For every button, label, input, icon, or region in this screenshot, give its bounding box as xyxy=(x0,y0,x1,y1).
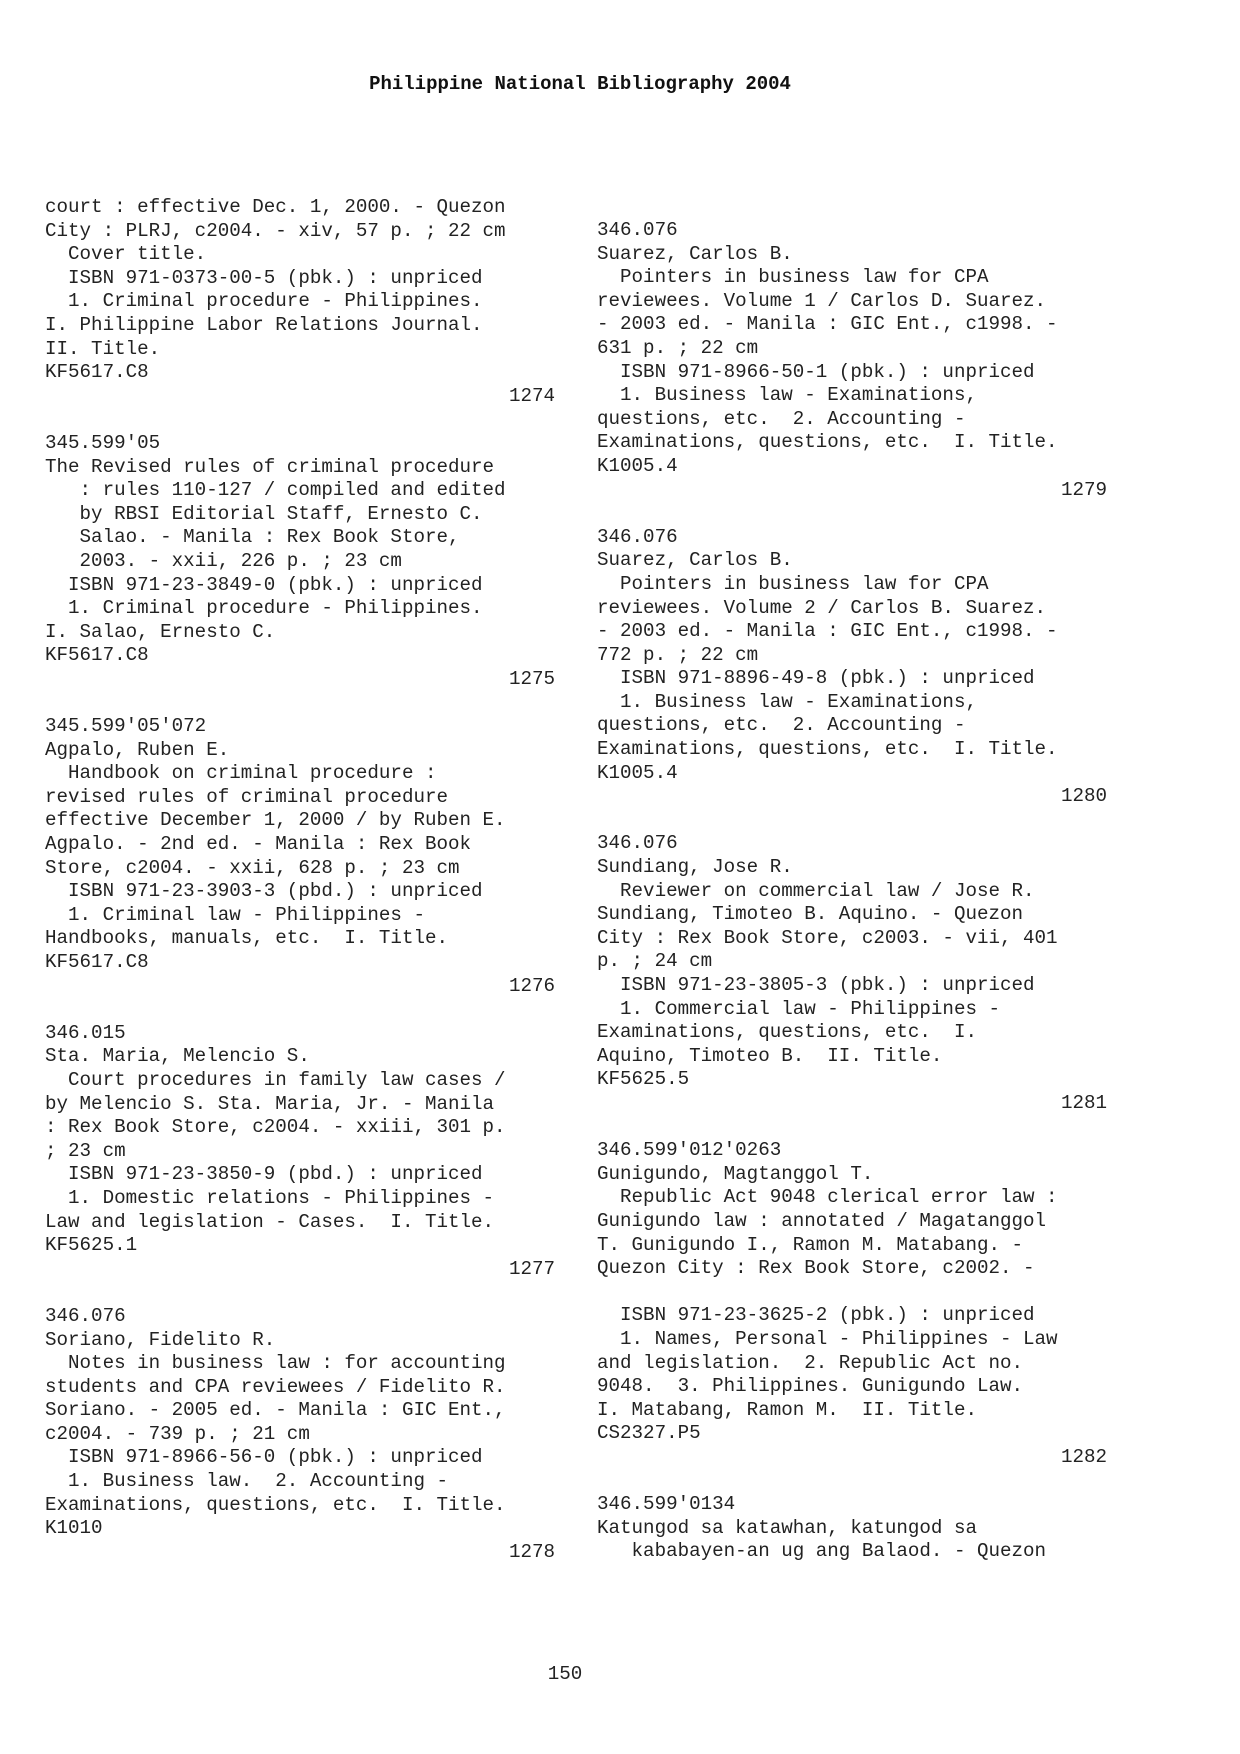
entry-line: 1. Criminal law - Philippines - xyxy=(45,903,425,926)
entry-line: 2003. - xxii, 226 p. ; 23 cm xyxy=(45,549,402,572)
entry-line: CS2327.P5 xyxy=(597,1422,701,1445)
entry-line: ; 23 cm xyxy=(45,1139,126,1162)
entry-number: 1277 xyxy=(508,1257,555,1280)
entry-line: 1. Business law - Examinations, xyxy=(597,384,977,407)
entry-line: 1. Commercial law - Philippines - xyxy=(597,997,1001,1020)
entry-line: II. Title. xyxy=(45,337,161,360)
entry-line: 1. Business law - Examinations, xyxy=(597,690,977,713)
bibliography-entry xyxy=(597,526,1107,833)
entry-line: Sundiang, Jose R. xyxy=(597,856,793,879)
entry-line: Suarez, Carlos B. xyxy=(597,549,793,572)
entry-line: Reviewer on commercial law / Jose R. xyxy=(597,879,1035,902)
entry-line xyxy=(597,1281,1107,1305)
entry-line: Sta. Maria, Melencio S. xyxy=(45,1045,310,1068)
entry-line: Sundiang, Timoteo B. Aquino. - Quezon xyxy=(597,903,1024,926)
right-column xyxy=(597,219,1107,1564)
entry-line: ISBN 971-23-3805-3 (pbk.) : unpriced xyxy=(597,974,1035,996)
entry-line: students and CPA reviewees / Fidelito R. xyxy=(45,1375,506,1398)
entry-line: 346.076 xyxy=(597,525,678,548)
entry-spacer xyxy=(45,1564,555,1588)
entry-number: 1274 xyxy=(508,384,555,407)
bibliography-entry xyxy=(597,1139,1107,1493)
entry-line: City : Rex Book Store, c2003. - vii, 401 xyxy=(597,926,1058,949)
entry-line: 772 p. ; 22 cm xyxy=(597,643,759,666)
entry-line: ISBN 971-23-3903-3 (pbd.) : unpriced xyxy=(45,880,483,903)
entry-line: KF5617.C8 xyxy=(45,361,149,384)
bibliography-entry xyxy=(45,1022,555,1305)
entry-line: Pointers in business law for CPA xyxy=(597,572,989,595)
entry-line: 9048. 3. Philippines. Gunigundo Law. xyxy=(597,1375,1024,1398)
entry-line: p. ; 24 cm xyxy=(597,950,713,973)
entry-line: Cover title. xyxy=(45,243,207,266)
entry-line: Aquino, Timoteo B. II. Title. xyxy=(597,1044,943,1067)
entry-line: - 2003 ed. - Manila : GIC Ent., c1998. - xyxy=(597,620,1058,643)
entry-line: Examinations, questions, etc. I. Title. xyxy=(45,1493,506,1516)
entry-line: : rules 110-127 / compiled and edited xyxy=(45,479,506,502)
entry-line: 345.599'05'072 xyxy=(45,715,207,738)
page-number: 150 xyxy=(547,1663,583,1685)
entry-spacer xyxy=(45,1281,555,1305)
entry-line: questions, etc. 2. Accounting - xyxy=(597,714,966,737)
entry-line: K1005.4 xyxy=(597,761,678,784)
entry-line: Law and legislation - Cases. I. Title. xyxy=(45,1210,495,1233)
entry-line: - 2003 ed. - Manila : GIC Ent., c1998. - xyxy=(597,313,1058,336)
entry-line: City : PLRJ, c2004. - xiv, 57 p. ; 22 cm xyxy=(45,219,506,242)
entry-line: Soriano. - 2005 ed. - Manila : GIC Ent., xyxy=(45,1399,506,1422)
bibliography-entry xyxy=(45,432,555,715)
entry-line: Store, c2004. - xxii, 628 p. ; 23 cm xyxy=(45,856,460,879)
entry-line: Examinations, questions, etc. I. Title. xyxy=(597,431,1058,454)
entry-number: 1279 xyxy=(1060,478,1107,501)
entry-line: by Melencio S. Sta. Maria, Jr. - Manila xyxy=(45,1092,495,1115)
entry-line: ISBN 971-23-3625-2 (pbk.) : unpriced xyxy=(597,1304,1035,1327)
entry-line: Soriano, Fidelito R. xyxy=(45,1328,276,1351)
entry-line: 631 p. ; 22 cm xyxy=(597,336,759,359)
entry-line: 346.599'0134 xyxy=(597,1493,736,1516)
entry-line: and legislation. 2. Republic Act no. xyxy=(597,1351,1024,1374)
page-title: Philippine National Bibliography 2004 xyxy=(369,73,791,95)
entry-line: : Rex Book Store, c2004. - xxiii, 301 p. xyxy=(45,1116,506,1139)
entry-line: effective December 1, 2000 / by Ruben E. xyxy=(45,809,506,832)
entry-line: reviewees. Volume 1 / Carlos D. Suarez. xyxy=(597,289,1047,312)
entry-line: ISBN 971-23-3850-9 (pbd.) : unpriced xyxy=(45,1163,483,1186)
entry-line: K1005.4 xyxy=(597,454,678,477)
entry-number: 1282 xyxy=(1060,1445,1107,1468)
entry-line: Notes in business law : for accounting xyxy=(45,1352,506,1375)
entry-line: ISBN 971-0373-00-5 (pbk.) : unpriced xyxy=(45,266,483,289)
entry-spacer xyxy=(45,408,555,432)
entry-line: reviewees. Volume 2 / Carlos B. Suarez. xyxy=(597,596,1047,619)
entry-line: Quezon City : Rex Book Store, c2002. - xyxy=(597,1257,1035,1280)
entry-line: KF5625.5 xyxy=(597,1068,690,1091)
entry-line: Salao. - Manila : Rex Book Store, xyxy=(45,526,460,549)
entry-number: 1278 xyxy=(508,1540,555,1563)
entry-line: I. Philippine Labor Relations Journal. xyxy=(45,313,483,336)
bibliography-entry xyxy=(597,832,1107,1139)
entry-line: 345.599'05 xyxy=(45,431,161,454)
entry-line: Gunigundo, Magtanggol T. xyxy=(597,1162,874,1185)
entry-line: 1. Criminal procedure - Philippines. xyxy=(45,290,483,313)
entry-line: court : effective Dec. 1, 2000. - Quezon xyxy=(45,196,506,218)
entry-line: 346.076 xyxy=(45,1304,126,1327)
entry-spacer xyxy=(597,1116,1107,1140)
entry-line: I. Matabang, Ramon M. II. Title. xyxy=(597,1398,977,1421)
bibliography-entry xyxy=(597,219,1107,526)
entry-line: I. Salao, Ernesto C. xyxy=(45,620,276,643)
entry-line: KF5617.C8 xyxy=(45,644,149,667)
bibliography-entry xyxy=(597,1493,1107,1564)
entry-spacer xyxy=(597,502,1107,526)
entry-spacer xyxy=(45,691,555,715)
entry-number: 1275 xyxy=(508,667,555,690)
entry-line: Suarez, Carlos B. xyxy=(597,242,793,265)
entry-line: 1. Domestic relations - Philippines - xyxy=(45,1186,495,1209)
entry-line: 1. Business law. 2. Accounting - xyxy=(45,1470,449,1493)
bibliography-entry xyxy=(45,196,555,432)
entry-line: ISBN 971-8966-50-1 (pbk.) : unpriced xyxy=(597,360,1035,383)
entry-line: ISBN 971-23-3849-0 (pbk.) : unpriced xyxy=(45,573,483,596)
entry-spacer xyxy=(597,1469,1107,1493)
entry-number: 1281 xyxy=(1060,1091,1107,1114)
entry-line: Handbook on criminal procedure : xyxy=(45,762,437,785)
entry-line: Katungod sa katawhan, katungod sa xyxy=(597,1516,977,1539)
entry-spacer xyxy=(597,809,1107,833)
entry-line: questions, etc. 2. Accounting - xyxy=(597,407,966,430)
entry-line: KF5625.1 xyxy=(45,1234,138,1257)
entry-line: The Revised rules of criminal procedure xyxy=(45,455,495,478)
entry-line: 1. Names, Personal - Philippines - Law xyxy=(597,1327,1058,1350)
entry-line: T. Gunigundo I., Ramon M. Matabang. - xyxy=(597,1233,1024,1256)
entry-line: Court procedures in family law cases / xyxy=(45,1068,506,1091)
entry-line: 346.599'012'0263 xyxy=(597,1139,782,1162)
entry-line: Handbooks, manuals, etc. I. Title. xyxy=(45,927,449,950)
entry-line: 346.076 xyxy=(597,219,678,241)
entry-line: ISBN 971-8966-56-0 (pbk.) : unpriced xyxy=(45,1446,483,1469)
entry-line: kababayen-an ug ang Balaod. - Quezon xyxy=(597,1540,1047,1563)
entry-number: 1280 xyxy=(1060,785,1107,808)
entry-line: c2004. - 739 p. ; 21 cm xyxy=(45,1422,310,1445)
entry-line: Examinations, questions, etc. I. xyxy=(597,1021,977,1044)
bibliography-entry xyxy=(45,1305,555,1588)
entry-number: 1276 xyxy=(508,974,555,997)
entry-line: Agpalo, Ruben E. xyxy=(45,738,230,761)
left-column xyxy=(45,196,555,1588)
entry-line: ISBN 971-8896-49-8 (pbk.) : unpriced xyxy=(597,667,1035,690)
entry-line: by RBSI Editorial Staff, Ernesto C. xyxy=(45,502,483,525)
entry-line: K1010 xyxy=(45,1517,103,1540)
bibliography-entry xyxy=(45,715,555,1022)
entry-line: 346.076 xyxy=(597,832,678,855)
entry-line: 346.015 xyxy=(45,1021,126,1044)
entry-line: KF5617.C8 xyxy=(45,951,149,973)
entry-line: Examinations, questions, etc. I. Title. xyxy=(597,738,1058,761)
entry-line: Agpalo. - 2nd ed. - Manila : Rex Book xyxy=(45,833,472,856)
entry-line: 1. Criminal procedure - Philippines. xyxy=(45,597,483,620)
entry-line: Republic Act 9048 clerical error law : xyxy=(597,1186,1058,1209)
entry-spacer xyxy=(45,998,555,1022)
entry-line: revised rules of criminal procedure xyxy=(45,785,449,808)
entry-line: Gunigundo law : annotated / Magatanggol xyxy=(597,1209,1047,1232)
entry-line: Pointers in business law for CPA xyxy=(597,266,989,289)
